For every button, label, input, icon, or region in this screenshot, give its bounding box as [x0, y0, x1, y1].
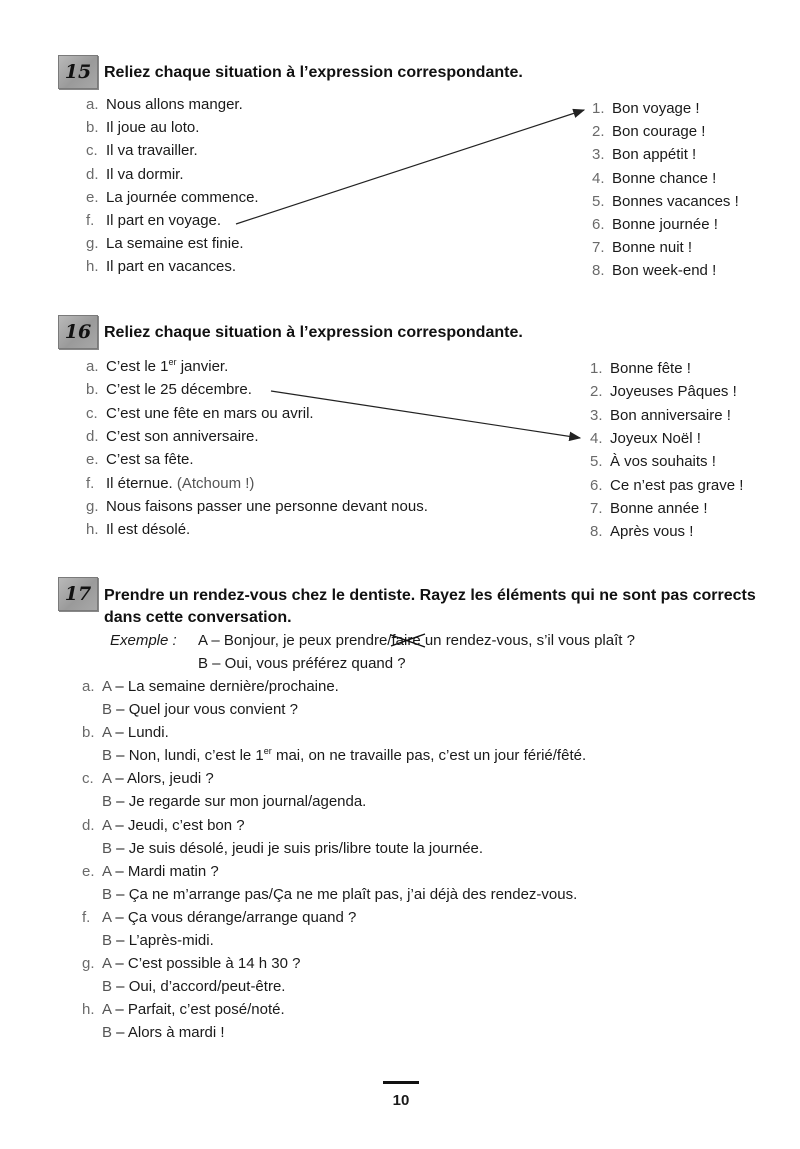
dialogue-a-text: Lundi. — [127, 724, 169, 742]
speaker-b: B — [102, 701, 113, 718]
ex16-situation-label: c. — [86, 404, 98, 422]
ex15-situation-label: f. — [86, 212, 95, 229]
dialogue-item-label: c. — [82, 770, 94, 788]
example-a-post: un rendez-vous, s’il vous plaît ? — [420, 632, 635, 649]
speaker-b: B — [102, 885, 113, 903]
ex15-situation-text: La journée commence. — [106, 188, 259, 206]
ex15-expression-item — [592, 261, 716, 281]
speaker-a: A — [102, 955, 112, 973]
example-label: Exemple : — [110, 632, 177, 649]
ex16-situation-label: e. — [86, 451, 99, 469]
ex15-situation-item — [86, 95, 243, 115]
ex16-expression-text: Après vous ! — [610, 523, 694, 541]
ex15-situation-item — [86, 234, 244, 254]
dialogue-line-b — [102, 931, 214, 951]
dash: – — [111, 678, 128, 695]
dialogue-line-b — [102, 977, 285, 997]
dialogue-item-label: g. — [82, 955, 95, 973]
ex15-situation-item — [86, 188, 259, 208]
ex16-situation-label: a. — [86, 358, 99, 375]
ex15-expression-label: 5. — [592, 192, 605, 210]
ex16-expression-item — [590, 406, 731, 426]
dialogue-a-text: Parfait, c’est posé/noté. — [127, 1001, 285, 1019]
ex15-situation-label: b. — [86, 119, 99, 137]
dialogue-item-label: d. — [82, 816, 95, 834]
dialogue-item-label: b. — [82, 724, 95, 742]
dialogue-line-b — [102, 700, 298, 720]
ex15-situation-label: a. — [86, 96, 99, 113]
dialogue-b-text: Non, lundi, c’est le 1 — [128, 747, 264, 765]
ex15-expression-label: 2. — [592, 123, 605, 141]
page-number: 10 — [392, 1092, 410, 1109]
ex16-situation-text: C’est le 1 — [106, 358, 169, 375]
ex16-expression-item — [590, 499, 708, 519]
dialogue-a-text: La semaine dernière/prochaine. — [127, 678, 339, 695]
dialogue-line-a — [82, 677, 339, 697]
ex16-situation-label: d. — [86, 427, 99, 445]
ex16-situation-item — [86, 427, 259, 447]
ex16-situation-item — [86, 357, 228, 377]
ex16-expression-text: Bon anniversaire ! — [610, 406, 731, 424]
dialogue-line-a — [82, 769, 214, 789]
ex15-situation-text: Nous allons manger. — [106, 96, 243, 113]
arrow-b-to-4 — [271, 391, 580, 438]
ex15-expression-item — [592, 215, 718, 235]
example-struck-text: faire — [391, 632, 421, 649]
ex15-expression-label: 1. — [592, 100, 605, 117]
ex15-expression-label: 6. — [592, 216, 605, 233]
dialogue-item-label: a. — [82, 678, 95, 695]
dialogue-line-b — [102, 746, 586, 766]
dialogue-line-a — [82, 1000, 285, 1020]
dialogue-b-text: Quel jour vous convient ? — [128, 701, 298, 718]
exercise-16-number-badge: 16 — [58, 315, 98, 349]
dialogue-b-text: Je suis désolé, jeudi je suis pris/libre toute la journée. — [128, 839, 484, 857]
speaker-b: B — [102, 932, 113, 949]
ex15-situation-text: Il joue au loto. — [106, 119, 200, 137]
ex16-superscript: er — [168, 357, 177, 367]
dialogue-b-text: Ça ne m’arrange pas/Ça ne me plaît pas, j’ai déjà des rendez-vous. — [128, 885, 578, 903]
exercise-15-number-badge: 15 — [58, 55, 98, 89]
ex15-situation-item — [86, 141, 198, 161]
ex15-expression-text: Bonne chance ! — [612, 169, 717, 187]
dash: – — [112, 932, 129, 949]
speaker-b: B — [102, 1024, 113, 1042]
ex15-expression-label: 3. — [592, 146, 605, 164]
ex16-expression-item — [590, 429, 701, 449]
ex15-expression-label: 7. — [592, 239, 605, 257]
ex16-expression-label: 1. — [590, 360, 603, 377]
example-b-line: B – Oui, vous préférez quand ? — [198, 655, 406, 672]
ex16-situation-item — [86, 474, 254, 494]
dialogue-b-text: Oui, d’accord/peut-être. — [128, 978, 286, 996]
ex15-situation-label: h. — [86, 258, 99, 276]
dialogue-b-text-end: mai, on ne travaille pas, c’est un jour férié/fêté. — [271, 747, 587, 765]
dash: – — [111, 909, 128, 926]
ex16-expression-item — [590, 452, 716, 472]
speaker-a: A — [102, 816, 112, 834]
ex16-expression-item — [590, 522, 693, 542]
ex16-situation-item — [86, 380, 252, 400]
ex16-situation-text: C’est sa fête. — [106, 451, 194, 469]
example-a-pre: A – Bonjour, je peux prendre/ — [198, 632, 392, 649]
dialogue-a-text: Mardi matin ? — [127, 862, 219, 880]
ex16-situation-item — [86, 520, 190, 540]
dialogue-item-label: f. — [82, 909, 91, 926]
ex15-expression-label: 8. — [592, 262, 605, 280]
ex15-situation-item — [86, 165, 184, 185]
dialogue-line-a — [82, 816, 245, 836]
ex15-expression-item — [592, 169, 716, 189]
dash: – — [112, 1024, 128, 1042]
dash: – — [112, 793, 129, 811]
dash: – — [112, 885, 129, 903]
dialogue-a-text: Ça vous dérange/arrange quand ? — [127, 909, 357, 926]
ex16-expression-label: 7. — [590, 499, 603, 517]
speaker-a: A — [102, 862, 112, 880]
ex15-expression-item — [592, 122, 705, 142]
dialogue-a-text: Jeudi, c’est bon ? — [127, 816, 245, 834]
dialogue-line-b — [102, 885, 577, 905]
speaker-a: A — [102, 1001, 112, 1019]
dialogue-line-a — [82, 908, 356, 928]
ex16-situation-aside: (Atchoum !) — [176, 474, 255, 492]
exercise-16-title: Reliez chaque situation à l’expression correspondante. — [104, 324, 523, 341]
ex16-expression-item — [590, 382, 737, 402]
ex15-expression-item — [592, 192, 739, 212]
ex15-expression-item — [592, 145, 696, 165]
ex15-expression-item — [592, 238, 692, 258]
speaker-a: A — [102, 724, 112, 742]
speaker-b: B — [102, 793, 113, 811]
ex15-situation-label: c. — [86, 142, 98, 160]
dash: – — [112, 701, 129, 718]
ex16-expression-text: À vos souhaits ! — [610, 453, 716, 471]
speaker-a: A — [102, 678, 112, 695]
dialogue-line-a — [82, 862, 219, 882]
exercise-17-title-line2: dans cette conversation. — [104, 609, 292, 626]
speaker-a: A — [102, 770, 112, 788]
ex15-situation-text: Il va dormir. — [106, 165, 184, 183]
dialogue-item-label: h. — [82, 1001, 95, 1019]
ex16-expression-text: Joyeuses Pâques ! — [610, 383, 737, 401]
ex16-situation-item — [86, 404, 314, 424]
ex15-expression-text: Bon week-end ! — [612, 262, 717, 280]
dialogue-a-text: C’est possible à 14 h 30 ? — [127, 955, 301, 973]
dialogue-line-b — [102, 1023, 225, 1043]
dialogue-line-a — [82, 723, 169, 743]
ex16-expression-label: 8. — [590, 523, 603, 541]
ex15-situation-text: La semaine est finie. — [106, 235, 244, 253]
ex16-expression-label: 6. — [590, 476, 603, 494]
speaker-b: B — [102, 839, 113, 857]
ex16-situation-text: C’est une fête en mars ou avril. — [106, 404, 314, 422]
strike-through-mark — [390, 632, 428, 650]
ex16-situation-text: C’est le 25 décembre. — [106, 381, 252, 399]
dialogue-line-b — [102, 839, 483, 859]
dialogue-b-text: L’après-midi. — [128, 932, 214, 949]
ex15-expression-text: Bonne journée ! — [612, 216, 718, 233]
dialogue-line-a — [82, 954, 301, 974]
ex15-situation-item — [86, 211, 221, 231]
example-a-line — [110, 631, 635, 651]
ex16-situation-text: Il est désolé. — [106, 521, 191, 539]
dialogue-a-text: Alors, jeudi ? — [127, 770, 214, 788]
dash: – — [112, 747, 129, 765]
example-struck-word — [391, 631, 420, 651]
ex16-situation-text: Il éternue. — [106, 474, 177, 492]
ex16-expression-label: 5. — [590, 453, 603, 471]
dialogue-b-text: Alors à mardi ! — [127, 1024, 225, 1042]
speaker-b: B — [102, 978, 113, 996]
ex16-expression-label: 3. — [590, 406, 603, 424]
dash: – — [112, 839, 129, 857]
ex16-expression-text: Bonne année ! — [610, 499, 708, 517]
ex16-expression-text: Bonne fête ! — [610, 360, 691, 377]
ex16-situation-text-end: janvier. — [176, 358, 229, 375]
arrow-f-to-1 — [236, 110, 584, 224]
ex15-expression-text: Bonnes vacances ! — [612, 192, 739, 210]
dialogue-b-superscript: er — [263, 746, 272, 757]
ex15-expression-item — [592, 99, 700, 119]
ex15-situation-label: g. — [86, 235, 99, 253]
ex15-expression-text: Bon voyage ! — [612, 100, 700, 117]
dialogue-line-b — [102, 792, 366, 812]
ex15-situation-text: Il va travailler. — [106, 142, 198, 160]
ex16-situation-text: Nous faisons passer une personne devant nous. — [106, 497, 428, 515]
ex16-expression-label: 2. — [590, 383, 603, 401]
dash: – — [111, 770, 128, 788]
ex15-situation-item — [86, 118, 199, 138]
dash: – — [111, 862, 128, 880]
ex15-expression-text: Bon appétit ! — [612, 146, 697, 164]
ex15-expression-text: Bonne nuit ! — [612, 239, 693, 257]
ex16-situation-text: C’est son anniversaire. — [106, 427, 259, 445]
ex15-situation-item — [86, 257, 236, 277]
ex16-situation-label: b. — [86, 381, 99, 399]
speaker-a: A — [102, 909, 112, 926]
dash: – — [111, 955, 128, 973]
ex16-situation-label: h. — [86, 521, 99, 539]
footer-rule — [383, 1081, 419, 1084]
ex15-situation-text: Il part en vacances. — [106, 258, 237, 276]
dash: – — [111, 724, 128, 742]
dash: – — [111, 1001, 128, 1019]
exercise-15-title: Reliez chaque situation à l’expression correspondante. — [104, 64, 523, 81]
ex15-expression-label: 4. — [592, 169, 605, 187]
ex16-expression-text: Joyeux Noël ! — [610, 429, 701, 447]
dash: – — [111, 816, 128, 834]
ex15-situation-text: Il part en voyage. — [106, 212, 222, 229]
ex16-expression-item — [590, 476, 743, 496]
dialogue-item-label: e. — [82, 862, 95, 880]
ex16-situation-item — [86, 450, 194, 470]
ex16-situation-label: f. — [86, 474, 95, 492]
dash: – — [112, 978, 129, 996]
ex16-situation-item — [86, 497, 428, 517]
ex16-expression-text: Ce n’est pas grave ! — [610, 476, 744, 494]
ex15-situation-label: d. — [86, 165, 99, 183]
exercise-17-number-badge: 17 — [58, 577, 98, 611]
ex16-expression-label: 4. — [590, 429, 603, 447]
dialogue-b-text: Je regarde sur mon journal/agenda. — [128, 793, 367, 811]
exercise-17-title-line1: Prendre un rendez-vous chez le dentiste. Rayez les éléments qui ne sont pas corrects — [104, 587, 756, 604]
ex15-expression-text: Bon courage ! — [612, 123, 706, 141]
ex15-situation-label: e. — [86, 188, 99, 206]
speaker-b: B — [102, 747, 113, 765]
ex16-expression-item — [590, 359, 691, 379]
ex16-situation-label: g. — [86, 497, 99, 515]
